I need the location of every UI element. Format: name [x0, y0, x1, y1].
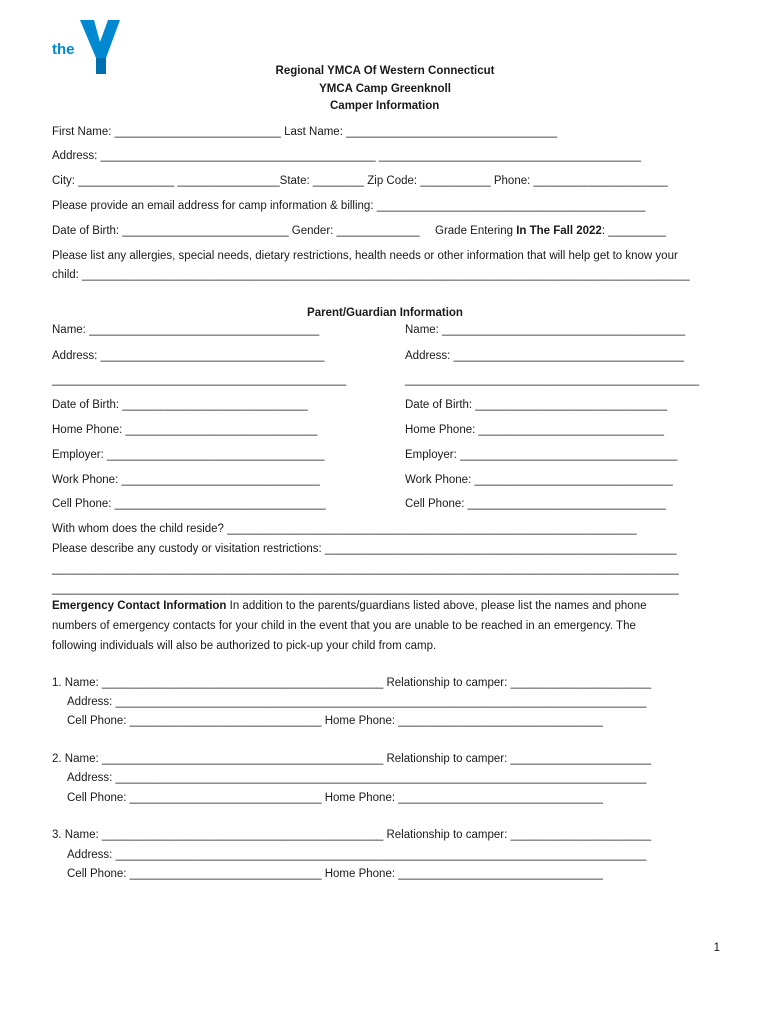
- guardian1-name-field[interactable]: Name: ____________________________________: [52, 324, 320, 336]
- logo-text: the: [52, 41, 75, 58]
- guardian2-address2-field[interactable]: ______________________________________________: [405, 374, 700, 386]
- camper-allergies-field[interactable]: child: _______________________________________________________________________________________________: [52, 269, 690, 281]
- section-title-camper: Camper Information: [330, 100, 440, 112]
- contact3-address-field[interactable]: Address: ___________________________________________________________________________________: [67, 849, 647, 861]
- guardian2-employer-field[interactable]: Employer: __________________________________: [405, 449, 678, 461]
- contact1-name-field[interactable]: 1. Name: ____________________________________________ Relationship to camper: ______________________: [52, 677, 652, 689]
- guardian2-name-field[interactable]: Name: ______________________________________: [405, 324, 686, 336]
- guardian2-cell-phone-field[interactable]: Cell Phone: _______________________________: [405, 498, 666, 510]
- guardian1-work-phone-field[interactable]: Work Phone: _______________________________: [52, 474, 320, 486]
- guardian1-home-phone-field[interactable]: Home Phone: ______________________________: [52, 424, 318, 436]
- camper-dob-gender-field[interactable]: Date of Birth: __________________________ Gender: _____________: [52, 225, 420, 237]
- camper-email-field[interactable]: Please provide an email address for camp information & billing: __________________________________________: [52, 200, 646, 212]
- emergency-text-line-3: following individuals will also be authorized to pick-up your child from camp.: [52, 640, 437, 652]
- page-number: 1: [713, 942, 720, 954]
- guardian2-work-phone-field[interactable]: Work Phone: _______________________________: [405, 474, 673, 486]
- camp-title: YMCA Camp Greenknoll: [319, 83, 451, 95]
- guardian1-cell-phone-field[interactable]: Cell Phone: _________________________________: [52, 498, 326, 510]
- section-title-guardian: Parent/Guardian Information: [307, 307, 463, 319]
- contact3-name-field[interactable]: 3. Name: ____________________________________________ Relationship to camper: ______________________: [52, 829, 652, 841]
- reside-field[interactable]: With whom does the child reside? ________________________________________________________________: [52, 523, 637, 535]
- camper-city-field[interactable]: City: _______________ ________________State: ________ Zip Code: ___________ Phone: _____________________: [52, 175, 668, 187]
- guardian2-dob-field[interactable]: Date of Birth: ______________________________: [405, 399, 668, 411]
- contact2-name-field[interactable]: 2. Name: ____________________________________________ Relationship to camper: ______________________: [52, 753, 652, 765]
- camper-name-field[interactable]: First Name: __________________________ Last Name: _________________________________: [52, 126, 558, 138]
- custody-restrictions-field[interactable]: Please describe any custody or visitation restrictions: _______________________________________________________: [52, 543, 677, 555]
- guardian1-address-field[interactable]: Address: ___________________________________: [52, 350, 325, 362]
- custody-blank-line-2[interactable]: __________________________________________________________________________________________________: [52, 583, 679, 595]
- custody-blank-line-1[interactable]: __________________________________________________________________________________________________: [52, 563, 679, 575]
- camper-allergies-label: Please list any allergies, special needs, dietary restrictions, health needs or other information that will help get to know your: [52, 250, 678, 262]
- contact2-phone-field[interactable]: Cell Phone: ______________________________ Home Phone: ________________________________: [67, 792, 603, 804]
- guardian1-dob-field[interactable]: Date of Birth: _____________________________: [52, 399, 308, 411]
- camper-address-field[interactable]: Address: ___________________________________________ _________________________________________: [52, 150, 642, 162]
- guardian1-address2-field[interactable]: ______________________________________________: [52, 374, 347, 386]
- emergency-heading: Emergency Contact Information: [52, 600, 227, 612]
- guardian1-employer-field[interactable]: Employer: __________________________________: [52, 449, 325, 461]
- contact2-address-field[interactable]: Address: ___________________________________________________________________________________: [67, 772, 647, 784]
- contact1-phone-field[interactable]: Cell Phone: ______________________________ Home Phone: ________________________________: [67, 715, 603, 727]
- org-title: Regional YMCA Of Western Connecticut: [275, 65, 495, 77]
- camper-grade-field[interactable]: Grade Entering In The Fall 2022: _________: [435, 225, 666, 237]
- emergency-text-line-2: numbers of emergency contacts for your child in the event that you are unable to be reached in an emergency. The: [52, 620, 636, 632]
- guardian2-home-phone-field[interactable]: Home Phone: _____________________________: [405, 424, 664, 436]
- contact3-phone-field[interactable]: Cell Phone: ______________________________ Home Phone: ________________________________: [67, 868, 603, 880]
- guardian2-address-field[interactable]: Address: ____________________________________: [405, 350, 684, 362]
- emergency-intro: Emergency Contact Information In addition to the parents/guardians listed above, please list the names and phone: [52, 600, 647, 612]
- contact1-address-field[interactable]: Address: ___________________________________________________________________________________: [67, 696, 647, 708]
